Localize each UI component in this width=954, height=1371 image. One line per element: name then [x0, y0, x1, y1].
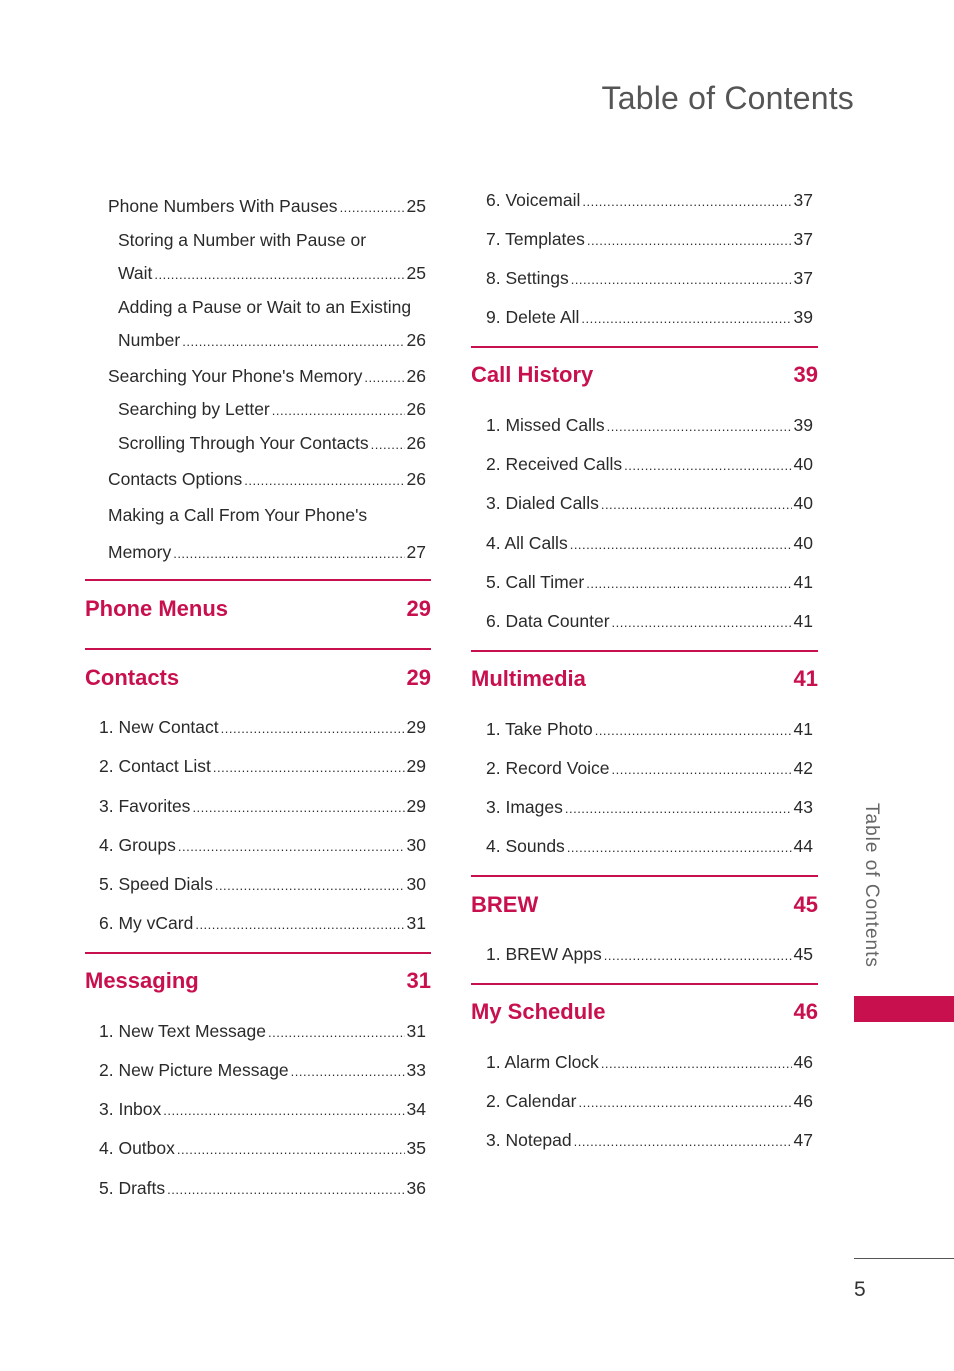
toc-entry[interactable]: Wait ..... 25: [118, 263, 426, 284]
toc-entry[interactable]: 3. Inbox ..... 34: [99, 1099, 426, 1120]
toc-entry[interactable]: 9. Delete All ..... 39: [486, 307, 813, 328]
section-divider: [471, 875, 818, 877]
toc-entry[interactable]: 1. Take Photo ..... 41: [486, 719, 813, 740]
section-divider: [85, 952, 431, 954]
toc-entry-wrap[interactable]: Adding a Pause or Wait to an Existing: [118, 297, 412, 317]
toc-entry[interactable]: 3. Notepad ..... 47: [486, 1130, 813, 1151]
section-divider: [471, 983, 818, 985]
toc-entry[interactable]: 2. Record Voice ..... 42: [486, 758, 813, 779]
toc-entry[interactable]: 1. BREW Apps ..... 45: [486, 944, 813, 965]
toc-entry[interactable]: 6. My vCard ..... 31: [99, 913, 426, 934]
section-heading-call-history[interactable]: Call History 39: [471, 362, 818, 387]
section-heading-my-schedule[interactable]: My Schedule 46: [471, 999, 818, 1024]
toc-entry[interactable]: 2. Received Calls ..... 40: [486, 454, 813, 475]
toc-entry[interactable]: Searching Your Phone's Memory ..... 26: [108, 366, 426, 387]
toc-entry[interactable]: Number ..... 26: [118, 330, 426, 351]
toc-entry-wrap[interactable]: Making a Call From Your Phone's: [108, 505, 368, 525]
toc-entry[interactable]: 1. Alarm Clock ..... 46: [486, 1052, 813, 1073]
toc-entry[interactable]: 3. Images ..... 43: [486, 797, 813, 818]
page-title: Table of Contents: [601, 80, 854, 116]
toc-entry[interactable]: 5. Call Timer ..... 41: [486, 572, 813, 593]
toc-entry[interactable]: 5. Drafts ..... 36: [99, 1178, 426, 1199]
toc-entry[interactable]: 4. Outbox ..... 35: [99, 1138, 426, 1159]
toc-entry[interactable]: 1. Missed Calls ..... 39: [486, 415, 813, 436]
toc-entry[interactable]: Scrolling Through Your Contacts ..... 26: [118, 433, 426, 454]
toc-entry[interactable]: 2. New Picture Message ..... 33: [99, 1060, 426, 1081]
toc-entry-wrap[interactable]: Storing a Number with Pause or: [118, 230, 367, 250]
toc-entry[interactable]: 4. Groups ..... 30: [99, 835, 426, 856]
sidebar-label: Table of Contents: [861, 803, 882, 968]
section-heading-multimedia[interactable]: Multimedia 41: [471, 666, 818, 691]
toc-entry[interactable]: 6. Voicemail ..... 37: [486, 190, 813, 211]
section-divider: [471, 346, 818, 348]
section-heading-brew[interactable]: BREW 45: [471, 892, 818, 917]
toc-entry[interactable]: Memory ..... 27: [108, 542, 426, 563]
section-divider: [85, 579, 431, 581]
toc-entry[interactable]: Contacts Options ..... 26: [108, 469, 426, 490]
toc-entry[interactable]: 4. All Calls ..... 40: [486, 533, 813, 554]
sidebar-tab-marker: [854, 996, 954, 1022]
toc-entry[interactable]: 1. New Text Message ..... 31: [99, 1021, 426, 1042]
section-divider: [85, 648, 431, 650]
toc-entry[interactable]: 4. Sounds ..... 44: [486, 836, 813, 857]
footer-divider: [854, 1258, 954, 1259]
toc-entry[interactable]: 7. Templates ..... 37: [486, 229, 813, 250]
section-divider: [471, 650, 818, 652]
toc-entry[interactable]: 6. Data Counter ..... 41: [486, 611, 813, 632]
toc-entry[interactable]: 2. Calendar ..... 46: [486, 1091, 813, 1112]
toc-entry[interactable]: Phone Numbers With Pauses ..... 25: [108, 196, 426, 217]
toc-entry[interactable]: 8. Settings ..... 37: [486, 268, 813, 289]
toc-entry[interactable]: 5. Speed Dials ..... 30: [99, 874, 426, 895]
toc-entry[interactable]: 2. Contact List ..... 29: [99, 756, 426, 777]
toc-entry[interactable]: 3. Dialed Calls ..... 40: [486, 493, 813, 514]
section-heading-messaging[interactable]: Messaging 31: [85, 968, 431, 993]
section-heading-contacts[interactable]: Contacts 29: [85, 665, 431, 690]
section-heading-phone-menus[interactable]: Phone Menus 29: [85, 596, 431, 621]
toc-entry[interactable]: 1. New Contact ..... 29: [99, 717, 426, 738]
toc-entry[interactable]: Searching by Letter ..... 26: [118, 399, 426, 420]
page-number: 5: [854, 1278, 866, 1301]
toc-entry[interactable]: 3. Favorites ..... 29: [99, 796, 426, 817]
